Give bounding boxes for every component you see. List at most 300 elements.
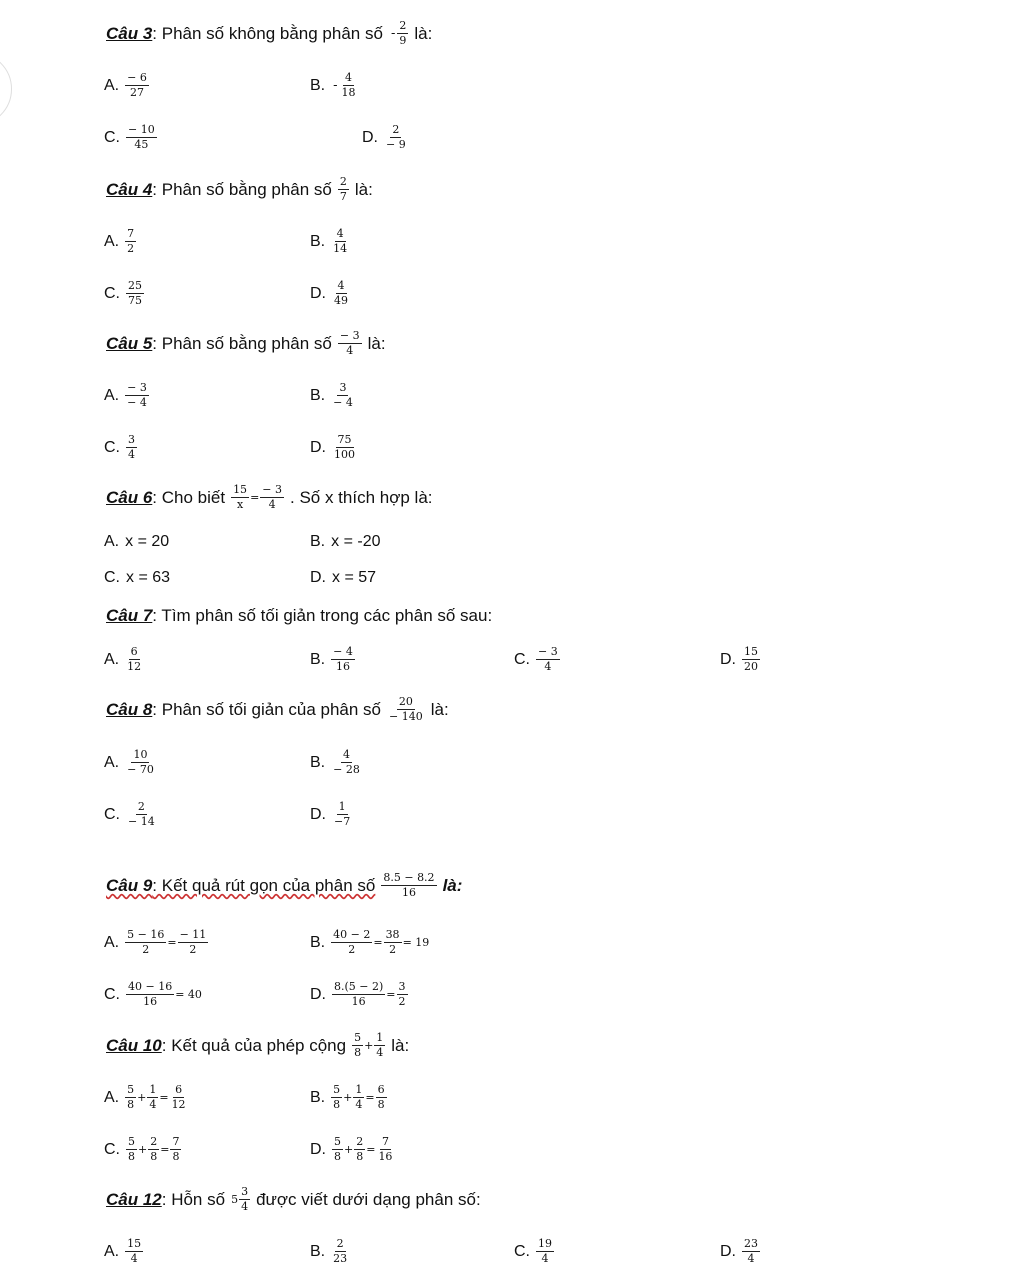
fraction <box>125 1238 143 1265</box>
denominator: − 140 <box>389 710 423 723</box>
fraction <box>352 1032 363 1059</box>
denominator: 8 <box>150 1150 158 1163</box>
denominator: − 14 <box>128 815 155 828</box>
question-label: Câu 7 <box>106 606 153 625</box>
math-expression <box>742 646 760 673</box>
fraction <box>170 1084 188 1111</box>
denominator: 16 <box>378 1150 393 1163</box>
numerator: 40 − 16 <box>128 980 173 993</box>
option-c[interactable] <box>514 1238 554 1265</box>
option-letter: B. <box>310 386 326 404</box>
denominator: 75 <box>128 294 142 307</box>
option-b[interactable] <box>310 1238 349 1265</box>
denominator: 4 <box>376 1046 384 1059</box>
numerator: 3 <box>398 980 406 993</box>
numerator: 40 − 2 <box>333 928 371 941</box>
denominator: 2 <box>398 995 406 1008</box>
question-4 <box>106 176 373 203</box>
question-tail: . Số x thích hợp là: <box>290 487 433 507</box>
math-expression <box>331 72 357 99</box>
numerator: 15 <box>127 1237 142 1250</box>
numerator: 2 <box>150 1135 158 1148</box>
fraction <box>387 696 425 723</box>
numerator: 4 <box>342 748 350 761</box>
numerator: 5 <box>333 1083 341 1096</box>
option-b[interactable] <box>310 929 430 956</box>
option-c[interactable] <box>104 1136 181 1163</box>
numerator: 4 <box>337 279 345 292</box>
option-d[interactable] <box>362 124 408 151</box>
question-text: : Kết quả rút gọn của phân số <box>152 875 376 895</box>
option-letter: A. <box>104 232 120 250</box>
option-d[interactable] <box>310 434 357 461</box>
numerator: 5 <box>334 1135 341 1148</box>
math-expression <box>331 1084 386 1111</box>
option-d[interactable] <box>720 646 760 673</box>
denominator: 12 <box>171 1098 186 1111</box>
option-d[interactable] <box>310 801 352 828</box>
question-text: : Phân số bằng phân số <box>152 333 332 353</box>
numerator: 6 <box>130 645 138 658</box>
fraction <box>147 1084 158 1111</box>
option-letter: D. <box>310 569 326 586</box>
fraction <box>125 929 166 956</box>
fraction <box>374 1032 385 1059</box>
math-expression <box>331 228 349 255</box>
numerator: 1 <box>355 1083 363 1096</box>
fraction <box>170 1136 181 1163</box>
fraction <box>125 228 136 255</box>
denominator: − 4 <box>127 396 147 409</box>
denominator: − 9 <box>386 138 406 151</box>
math-operator: = <box>167 936 177 949</box>
numerator: − 6 <box>127 71 147 84</box>
denominator: 12 <box>127 660 142 673</box>
math-expression <box>231 484 284 511</box>
denominator: 4 <box>355 1098 363 1111</box>
numerator: 23 <box>744 1237 758 1250</box>
fraction <box>178 929 209 956</box>
option-text: x = 57 <box>332 569 377 586</box>
option-a[interactable] <box>104 533 169 551</box>
fraction <box>126 280 144 307</box>
denominator: 2 <box>389 943 397 956</box>
denominator: −7 <box>334 815 351 828</box>
math-operator: = <box>373 936 383 949</box>
denominator: 16 <box>143 995 158 1008</box>
math-operator: + <box>344 1143 354 1156</box>
denominator: 7 <box>339 190 347 203</box>
option-d[interactable] <box>310 280 350 307</box>
whole-number: 5 <box>231 1193 239 1206</box>
denominator: 4 <box>241 1200 249 1213</box>
math-operator: = <box>159 1091 169 1104</box>
fraction <box>384 929 402 956</box>
numerator: − 10 <box>128 123 155 136</box>
fraction <box>260 484 284 511</box>
option-text: x = -20 <box>331 533 381 550</box>
math-expression <box>332 801 352 828</box>
numerator: 2 <box>137 800 145 813</box>
math-expression <box>126 981 203 1008</box>
question-label: Câu 8 <box>106 699 153 719</box>
numerator: − 3 <box>339 329 360 342</box>
numerator: 1 <box>149 1083 157 1096</box>
option-a[interactable] <box>104 1084 188 1111</box>
numerator: 1 <box>338 800 346 813</box>
question-12 <box>106 1186 481 1213</box>
option-c[interactable] <box>104 801 157 828</box>
numerator: 25 <box>128 279 142 292</box>
option-b[interactable] <box>310 646 355 673</box>
numerator: 10 <box>133 748 148 761</box>
denominator: 4 <box>544 660 552 673</box>
math-expression <box>536 1238 554 1265</box>
math-expression <box>742 1238 760 1265</box>
question-label: Câu 12 <box>106 1189 162 1209</box>
question-label: Câu 10 <box>106 1035 162 1055</box>
question-9 <box>106 872 462 899</box>
option-a[interactable] <box>104 382 149 409</box>
fraction <box>239 1186 250 1213</box>
question-3 <box>106 20 432 47</box>
math-expression <box>125 228 136 255</box>
denominator: x <box>236 498 244 511</box>
option-a[interactable] <box>104 929 208 956</box>
fraction <box>332 981 385 1008</box>
question-tail: là: <box>442 875 463 895</box>
option-letter: D. <box>310 438 326 456</box>
math-operator: + <box>364 1039 374 1052</box>
denominator: 2 <box>142 943 150 956</box>
fraction <box>126 981 174 1008</box>
denominator: 8 <box>128 1150 135 1163</box>
numerator: − 11 <box>179 928 207 941</box>
option-d[interactable] <box>310 569 376 587</box>
fraction <box>742 1238 760 1265</box>
denominator: 2 <box>348 943 356 956</box>
fraction <box>397 20 408 47</box>
fraction <box>331 646 355 673</box>
option-letter: D. <box>310 805 326 823</box>
math-expression <box>332 1136 394 1163</box>
math-expression <box>389 20 408 47</box>
option-letter: A. <box>104 650 120 668</box>
page-edge-arc <box>0 52 12 126</box>
option-letter: B. <box>310 1242 326 1260</box>
fraction <box>536 646 560 673</box>
math-expression <box>125 749 156 776</box>
denominator: 27 <box>129 86 144 99</box>
numerator: 5 <box>127 1083 135 1096</box>
denominator: 23 <box>333 1252 348 1265</box>
option-c[interactable] <box>104 569 170 587</box>
numerator: 5 <box>354 1031 362 1044</box>
numerator: − 3 <box>262 483 282 496</box>
question-text: : Phân số không bằng phân số <box>152 23 383 43</box>
option-d[interactable] <box>720 1238 760 1265</box>
denominator: 8 <box>333 1098 341 1111</box>
numerator: 4 <box>345 71 353 84</box>
fraction <box>332 280 350 307</box>
question-tail: là: <box>414 23 433 43</box>
option-letter: B. <box>310 1088 326 1106</box>
fraction <box>331 1238 349 1265</box>
option-letter: B. <box>310 650 326 668</box>
fraction <box>332 434 357 461</box>
math-expression <box>126 1136 181 1163</box>
option-letter: C. <box>104 805 120 823</box>
fraction <box>125 749 156 776</box>
numerator: 15 <box>233 483 248 496</box>
math-operator: + <box>343 1091 353 1104</box>
numerator: 8.(5 − 2) <box>334 980 384 993</box>
option-letter: D. <box>310 284 326 302</box>
question-tail: là: <box>354 179 373 199</box>
numerator: 1 <box>376 1031 384 1044</box>
fraction <box>125 1084 136 1111</box>
minus-sign: - <box>390 26 396 41</box>
numerator: − 4 <box>333 645 353 658</box>
denominator: 2 <box>127 242 135 255</box>
numerator: 75 <box>337 433 352 446</box>
numerator: 8.5 − 8.2 <box>383 871 435 884</box>
option-letter: B. <box>310 232 326 250</box>
math-expression <box>381 872 436 899</box>
option-c[interactable] <box>104 981 203 1008</box>
fraction <box>354 1136 365 1163</box>
math-expression <box>338 330 362 357</box>
denominator: 4 <box>346 344 354 357</box>
question-label: Câu 6 <box>106 487 153 507</box>
denominator: 14 <box>333 242 348 255</box>
denominator: 4 <box>268 498 276 511</box>
denominator: 9 <box>399 34 407 47</box>
fraction <box>331 929 372 956</box>
denominator: 8 <box>354 1046 362 1059</box>
math-expression <box>384 124 408 151</box>
math-expression <box>125 929 208 956</box>
fraction <box>376 1084 387 1111</box>
option-d[interactable] <box>310 1136 394 1163</box>
math-expression <box>387 696 425 723</box>
option-a[interactable] <box>104 749 156 776</box>
option-b[interactable] <box>310 228 349 255</box>
option-letter: A. <box>104 76 120 94</box>
question-label: Câu 3 <box>106 23 153 43</box>
option-letter: D. <box>362 128 378 146</box>
numerator: 7 <box>172 1135 180 1148</box>
option-c[interactable] <box>104 434 137 461</box>
denominator: 8 <box>356 1150 364 1163</box>
math-expression <box>331 929 430 956</box>
numerator: 2 <box>399 19 407 32</box>
question-label: Câu 9 <box>106 875 153 895</box>
numerator: 7 <box>127 227 135 240</box>
denominator: 45 <box>134 138 149 151</box>
option-letter: D. <box>720 1242 736 1260</box>
question-5 <box>106 330 386 357</box>
fraction <box>126 124 157 151</box>
option-text: x = 20 <box>125 533 170 550</box>
math-expression <box>126 434 137 461</box>
option-letter: C. <box>104 569 120 586</box>
denominator: 4 <box>747 1252 755 1265</box>
option-d[interactable] <box>310 981 408 1008</box>
denominator: 20 <box>744 660 758 673</box>
question-label: Câu 5 <box>106 333 153 353</box>
option-a[interactable] <box>104 1238 143 1265</box>
math-expression <box>332 434 357 461</box>
option-letter: B. <box>310 76 326 94</box>
math-expression <box>332 280 350 307</box>
numerator: 5 − 16 <box>127 928 165 941</box>
question-text: : Kết quả của phép cộng <box>161 1035 347 1055</box>
numerator: 4 <box>336 227 344 240</box>
fraction <box>125 382 149 409</box>
math-expression <box>331 382 355 409</box>
denominator: 16 <box>351 995 366 1008</box>
fraction <box>231 484 249 511</box>
fraction <box>126 801 157 828</box>
option-letter: C. <box>514 1242 530 1260</box>
denominator: 8 <box>172 1150 180 1163</box>
math-expression <box>126 280 144 307</box>
fraction <box>340 72 358 99</box>
fraction <box>126 434 137 461</box>
numerator: 2 <box>392 123 400 136</box>
fraction <box>397 981 408 1008</box>
numerator: 2 <box>356 1135 364 1148</box>
denominator: 8 <box>377 1098 385 1111</box>
math-expression <box>126 801 157 828</box>
question-tail: được viết dưới dạng phân số: <box>256 1189 481 1209</box>
math-expression <box>331 1238 349 1265</box>
option-letter: C. <box>104 985 120 1003</box>
math-expression <box>125 382 149 409</box>
denominator: 8 <box>334 1150 341 1163</box>
math-operator: = <box>366 1143 376 1156</box>
option-b[interactable] <box>310 72 358 99</box>
option-a[interactable] <box>104 646 143 673</box>
numerator: 2 <box>336 1237 344 1250</box>
option-letter: D. <box>310 985 326 1003</box>
denominator: 4 <box>128 448 135 461</box>
option-a[interactable] <box>104 72 149 99</box>
fraction <box>332 1136 343 1163</box>
math-expression <box>331 749 362 776</box>
denominator: 16 <box>335 660 350 673</box>
numerator: 19 <box>538 1237 552 1250</box>
fraction <box>125 72 149 99</box>
question-text: : Phân số bằng phân số <box>152 179 332 199</box>
math-operator: = <box>250 491 260 504</box>
numerator: 3 <box>339 381 347 394</box>
math-expression <box>125 646 143 673</box>
numerator: 3 <box>128 433 135 446</box>
numerator: 5 <box>128 1135 135 1148</box>
denominator: − 4 <box>333 396 353 409</box>
question-tail: là: <box>430 699 449 719</box>
question-6 <box>106 484 433 511</box>
option-letter: A. <box>104 533 120 550</box>
option-a[interactable] <box>104 228 136 255</box>
option-c[interactable] <box>104 280 144 307</box>
denominator: 18 <box>341 86 356 99</box>
fraction <box>353 1084 364 1111</box>
option-letter: A. <box>104 1088 120 1106</box>
fraction <box>381 872 436 899</box>
math-expression <box>331 646 355 673</box>
option-letter: A. <box>104 933 120 951</box>
denominator: 8 <box>127 1098 135 1111</box>
option-letter: A. <box>104 753 120 771</box>
math-expression <box>125 72 149 99</box>
fraction <box>338 176 349 203</box>
denominator: 4 <box>541 1252 549 1265</box>
numerator: 6 <box>175 1083 183 1096</box>
math-expression <box>338 176 349 203</box>
math-operator: = <box>386 988 396 1001</box>
fraction <box>126 1136 137 1163</box>
numerator: 3 <box>241 1185 249 1198</box>
denominator: 49 <box>334 294 348 307</box>
option-b[interactable] <box>310 382 355 409</box>
option-c[interactable] <box>104 124 157 151</box>
math-expression <box>332 981 408 1008</box>
math-expression <box>126 124 157 151</box>
option-letter: A. <box>104 1242 120 1260</box>
denominator: 4 <box>130 1252 138 1265</box>
numerator: 6 <box>377 1083 385 1096</box>
option-b[interactable] <box>310 749 362 776</box>
question-label: Câu 4 <box>106 179 153 199</box>
option-c[interactable] <box>514 646 560 673</box>
option-b[interactable] <box>310 1084 387 1111</box>
option-letter: C. <box>104 284 120 302</box>
question-8 <box>106 696 449 723</box>
numerator: 15 <box>744 645 758 658</box>
math-operator: = 40 <box>175 988 202 1001</box>
option-b[interactable] <box>310 533 380 551</box>
fraction <box>376 1136 394 1163</box>
denominator: 16 <box>401 886 416 899</box>
option-letter: B. <box>310 753 326 771</box>
math-expression <box>125 1238 143 1265</box>
fraction <box>332 801 352 828</box>
option-letter: B. <box>310 933 326 951</box>
denominator: 4 <box>149 1098 157 1111</box>
fraction <box>331 382 355 409</box>
question-text: : Phân số tối giản của phân số <box>152 699 382 719</box>
denominator: − 70 <box>127 763 154 776</box>
math-operator: + <box>137 1091 147 1104</box>
option-letter: A. <box>104 386 120 404</box>
option-letter: D. <box>310 1140 326 1158</box>
math-expression <box>231 1186 250 1213</box>
option-letter: C. <box>104 128 120 146</box>
fraction <box>148 1136 159 1163</box>
option-letter: C. <box>104 1140 120 1158</box>
option-text: x = 63 <box>126 569 171 586</box>
numerator: 2 <box>339 175 347 188</box>
question-text: : Cho biết <box>152 487 226 507</box>
fraction <box>331 1084 342 1111</box>
math-expression <box>125 1084 187 1111</box>
question-text: : Tìm phân số tối giản trong các phân số sau: <box>152 606 493 625</box>
fraction <box>536 1238 554 1265</box>
fraction <box>331 749 362 776</box>
